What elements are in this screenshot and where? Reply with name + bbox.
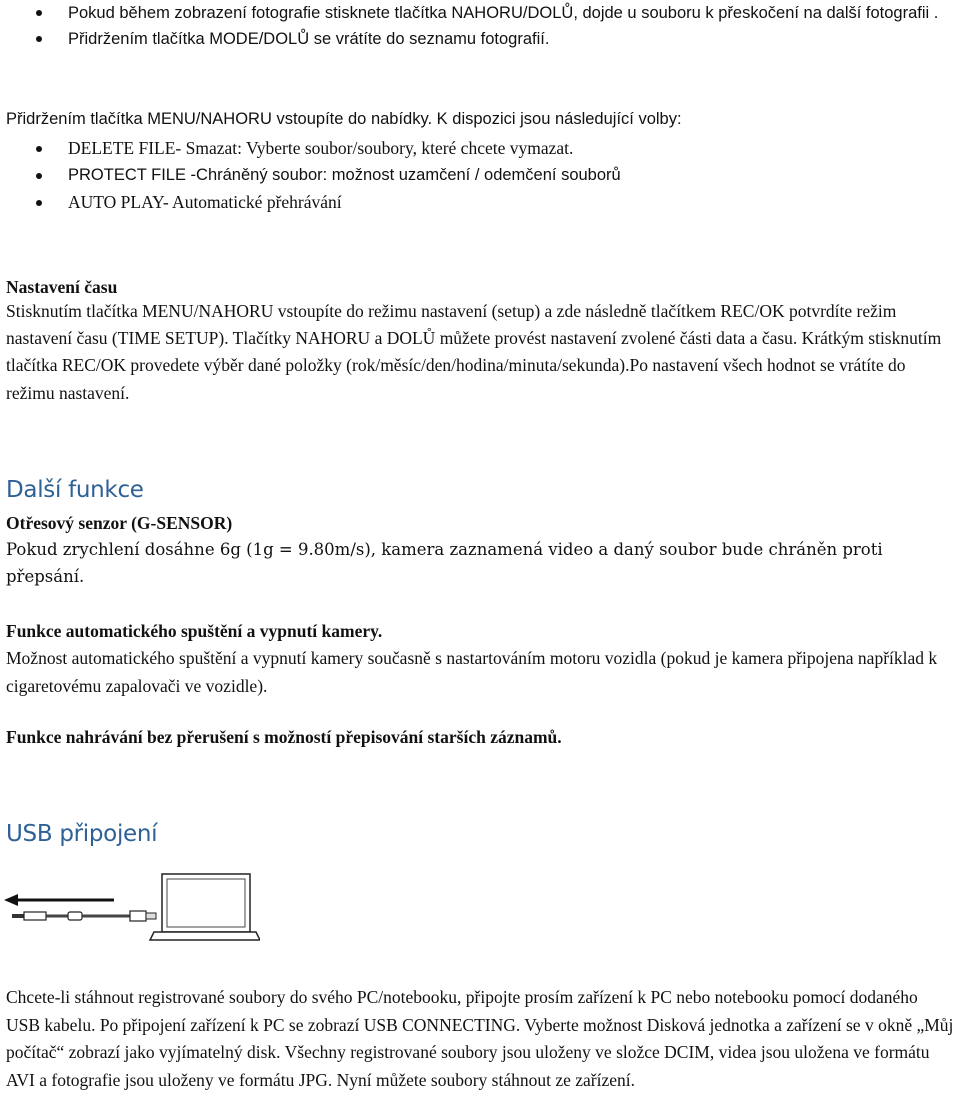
time-section-body: Stisknutím tlačítka MENU/NAHORU vstoupíte do režimu nastavení (setup) a zde následně tlačítkem REC/OK potvrdíte režim nastavení času (TIME SETUP). Tlačítky NAHORU a DOLŮ můžete provést nastavení zvolené části data a času. Krátkým stisknutím tlačítka REC/OK provedete výběr dané položky (rok/měsíc/den/hodina/minuta/sekunda).Po nastavení všech hodnot se vrátíte do režimu nastavení. <box>6 301 942 403</box>
gsensor-body: Pokud zrychlení dosáhne 6g (1g = 9.80m/s), kamera zaznamená video a daný soubor bude chráněn proti přepsání. <box>6 540 883 586</box>
menu-options-list <box>0 135 960 216</box>
bullet-icon <box>36 173 42 179</box>
bullet-icon <box>36 146 42 152</box>
bullet-icon <box>36 36 42 42</box>
usb-cable-to-laptop-icon <box>4 868 260 944</box>
section-heading-usb: USB připojení <box>6 821 158 847</box>
list-item: Přidržením tlačítka MODE/DOLŮ se vrátíte do seznamu fotografií. <box>0 26 960 52</box>
auto-power-body: Možnost automatického spuštění a vypnutí kamery současně s nastartováním motoru vozidla (pokud je kamera připojena například k cigaretovému zapalovači ve vozidle). <box>6 648 938 696</box>
menu-intro: Přidržením tlačítka MENU/NAHORU vstoupíte do nabídky. K dispozici jsou následující volby: <box>6 110 682 128</box>
usb-body: Chcete-li stáhnout registrované soubory do svého PC/notebooku, připojte prosím zařízení k PC nebo notebooku pomocí dodaného USB kabelu. Po připojení zařízení k PC se zobrazí USB CONNECTING. Vyberte možnost Disková jednotka a zařízení se v okně „Můj počítač“ zobrazí jako vyjímatelný disk. Všechny registrované soubory jsou uloženy ve složce DCIM, videa jsou uložena ve formátu AVI a fotografie jsou uloženy ve formátu JPG. Nyní můžete soubory stáhnout ze zařízení. <box>6 987 954 1090</box>
list-item: AUTO PLAY- Automatické přehrávání <box>0 189 960 216</box>
gsensor-title: Otřesový senzor (G-SENSOR) <box>6 513 233 533</box>
bullet-icon <box>36 200 42 206</box>
list-item: PROTECT FILE -Chráněný soubor: možnost uzamčení / odemčení souborů <box>0 162 960 189</box>
loop-recording-title: Funkce nahrávání bez přerušení s možností přepisování starších záznamů. <box>6 727 562 747</box>
section-heading-dalsi-funkce: Další funkce <box>6 477 144 503</box>
list-item: DELETE FILE- Smazat: Vyberte soubor/soubory, které chcete vymazat. <box>0 135 960 162</box>
list-item: Pokud během zobrazení fotografie stisknete tlačítka NAHORU/DOLŮ, dojde u souboru k přeskočení na další fotografii . <box>0 0 960 26</box>
playback-bullet-list <box>0 0 960 52</box>
time-section-title: Nastavení času <box>6 277 118 297</box>
bullet-icon <box>36 10 42 16</box>
auto-power-title: Funkce automatického spuštění a vypnutí kamery. <box>6 621 383 641</box>
